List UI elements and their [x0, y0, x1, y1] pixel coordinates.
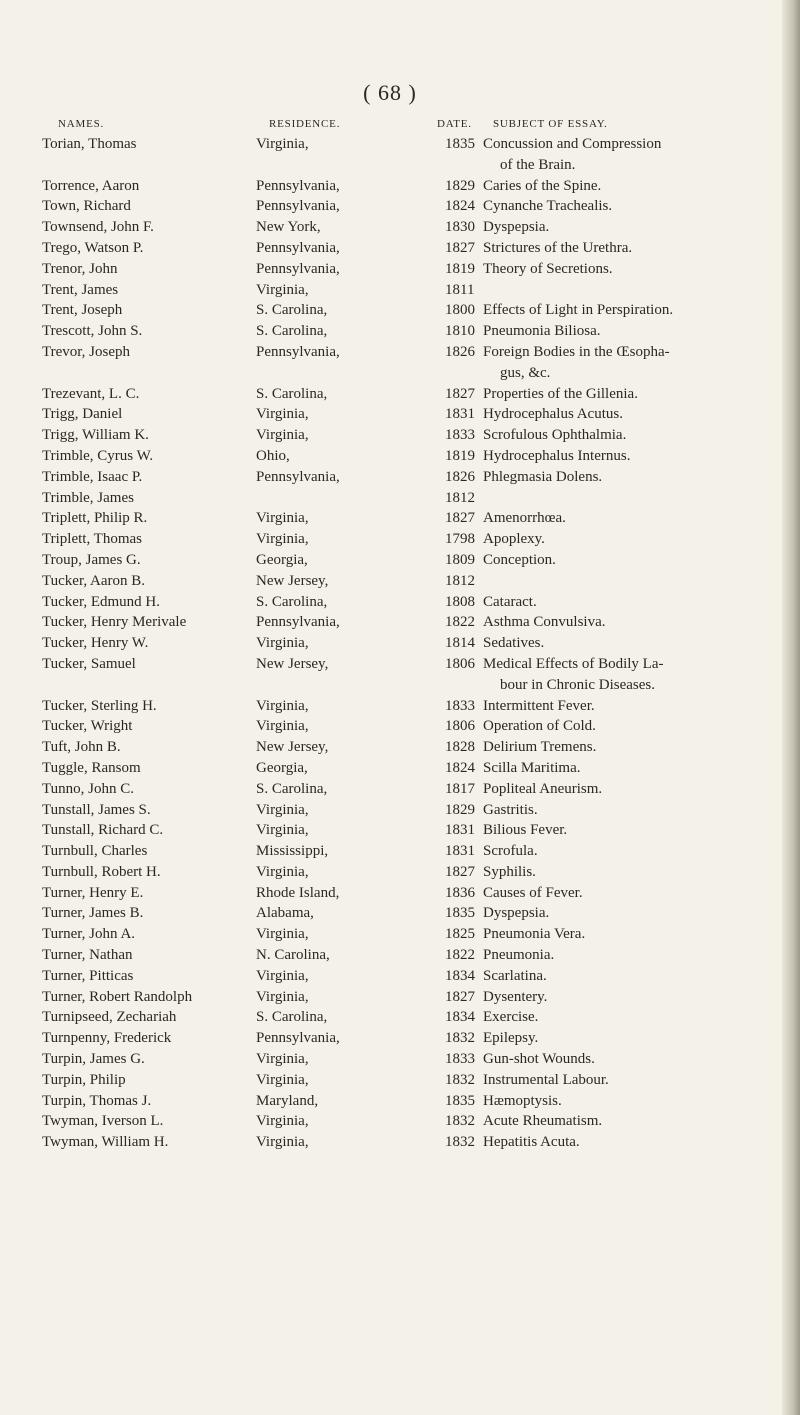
entry-name: Tunstall, James S.	[42, 801, 151, 818]
entry-subject-line: Apoplexy.	[483, 531, 545, 548]
entry-subject	[483, 196, 773, 217]
entry-name: Turnbull, Charles	[42, 843, 148, 860]
entry-name: Triplett, Thomas	[42, 531, 143, 548]
list-item	[0, 217, 780, 238]
entry-date: 1826	[445, 468, 475, 485]
list-item	[0, 529, 780, 550]
list-item	[0, 612, 780, 633]
entry-name: Turpin, Thomas J.	[42, 1092, 152, 1109]
entry-subject-line: Hydrocephalus Internus.	[483, 447, 631, 464]
header-date: DATE.	[437, 118, 472, 130]
entry-residence: Pennsylvania,	[256, 198, 340, 215]
entry-name: Troup, James G.	[42, 551, 141, 568]
entry-subject	[483, 1091, 773, 1112]
entry-subject-line: Scarlatina.	[483, 967, 547, 984]
entry-subject	[483, 467, 773, 488]
entry-residence: Virginia,	[256, 136, 309, 152]
entry-residence: Rhode Island,	[256, 884, 340, 901]
entry-subject-continuation: of the Brain.	[500, 156, 576, 173]
entry-subject-line: Hepatitis Acuta.	[483, 1134, 580, 1151]
entry-subject-line: Syphilis.	[483, 863, 536, 880]
page-number: ( 68 )	[363, 80, 417, 105]
entry-date: 1829	[445, 177, 475, 194]
entry-subject-line: Asthma Convulsiva.	[483, 614, 606, 631]
entry-date: 1808	[445, 593, 475, 610]
entry-subject-line: Bilious Fever.	[483, 822, 568, 839]
entry-subject	[483, 612, 773, 633]
list-item	[0, 924, 780, 945]
entry-subject	[483, 987, 773, 1008]
list-item	[0, 696, 780, 717]
entry-residence: Virginia,	[256, 801, 309, 818]
entry-name: Turner, James B.	[42, 905, 144, 922]
entry-subject	[483, 300, 773, 321]
entry-date: 1832	[445, 1071, 475, 1088]
list-item	[0, 571, 780, 592]
entry-subject	[483, 883, 773, 904]
entry-subject-line: Properties of the Gillenia.	[483, 385, 638, 402]
entry-date: 1833	[445, 697, 475, 714]
list-item	[0, 321, 780, 342]
entry-subject-line: Acute Rheumatism.	[483, 1113, 603, 1130]
entry-residence: Pennsylvania,	[256, 239, 340, 256]
entry-subject-line: Delirium Tremens.	[483, 739, 597, 756]
entry-subject-line: Concussion and Compression	[483, 136, 662, 152]
entry-residence: New Jersey,	[256, 739, 329, 756]
list-item	[0, 280, 780, 301]
list-item	[0, 945, 780, 966]
entry-date: 1835	[445, 905, 475, 922]
entry-name: Trimble, Cyrus W.	[42, 447, 154, 464]
entry-subject-line: Gastritis.	[483, 801, 538, 818]
entry-name: Tuft, John B.	[42, 739, 121, 756]
entry-subject	[483, 903, 773, 924]
entry-subject	[483, 945, 773, 966]
entry-name: Torrence, Aaron	[42, 177, 140, 194]
entry-residence: Ohio,	[256, 447, 290, 464]
entry-date: 1806	[445, 655, 475, 672]
entry-subject-line: Foreign Bodies in the Œsopha-	[483, 343, 670, 360]
entry-name: Trenor, John	[42, 260, 118, 277]
entry-subject-line: Effects of Light in Perspiration.	[483, 302, 674, 319]
entry-subject	[483, 446, 773, 467]
entry-subject-line: Conception.	[483, 551, 556, 568]
entry-residence: Virginia,	[256, 427, 309, 444]
entry-subject	[483, 696, 773, 717]
entry-name: Tucker, Henry Merivale	[42, 614, 187, 631]
entry-residence: Virginia,	[256, 1071, 309, 1088]
entry-residence: Pennsylvania,	[256, 1030, 340, 1047]
entry-name: Turnbull, Robert H.	[42, 863, 161, 880]
entry-subject-line: Scrofulous Ophthalmia.	[483, 427, 627, 444]
entry-subject	[483, 654, 773, 696]
list-item	[0, 404, 780, 425]
entry-residence: Pennsylvania,	[256, 614, 340, 631]
entry-name: Trescott, John S.	[42, 323, 143, 340]
entry-name: Trent, James	[42, 281, 119, 298]
entry-date: 1824	[445, 759, 475, 776]
entry-subject-line: Popliteal Aneurism.	[483, 780, 603, 797]
list-item	[0, 1007, 780, 1028]
entry-residence: Virginia,	[256, 635, 309, 652]
entry-subject-line: Scrofula.	[483, 843, 538, 860]
entry-name: Trego, Watson P.	[42, 239, 144, 256]
entry-name: Turner, Pitticas	[42, 967, 134, 984]
list-item	[0, 1070, 780, 1091]
entry-name: Twyman, William H.	[42, 1134, 169, 1151]
entry-date: 1833	[445, 427, 475, 444]
list-item	[0, 903, 780, 924]
list-item	[0, 716, 780, 737]
entry-date: 1831	[445, 406, 475, 423]
entry-residence: Virginia,	[256, 406, 309, 423]
entry-residence: Pennsylvania,	[256, 468, 340, 485]
entry-date: 1812	[445, 572, 475, 589]
entry-residence: Pennsylvania,	[256, 343, 340, 360]
entry-name: Tunno, John C.	[42, 780, 134, 797]
entry-subject	[483, 758, 773, 779]
entry-name: Trigg, William K.	[42, 427, 149, 444]
entry-subject-line: Dyspepsia.	[483, 905, 550, 922]
entry-name: Trimble, James	[42, 489, 134, 506]
entry-subject-line: Medical Effects of Bodily La-	[483, 655, 664, 672]
entry-subject-line: Cataract.	[483, 593, 537, 610]
entry-subject	[483, 342, 773, 384]
list-item	[0, 176, 780, 197]
entry-subject-line: Sedatives.	[483, 635, 545, 652]
entry-residence: Virginia,	[256, 718, 309, 735]
entry-subject-line: Intermittent Fever.	[483, 697, 595, 714]
header-residence: RESIDENCE.	[269, 118, 341, 130]
entry-residence: S. Carolina,	[256, 323, 328, 340]
entry-date: 1809	[445, 551, 475, 568]
list-item	[0, 238, 780, 259]
entry-subject-line: Amenorrhœa.	[483, 510, 566, 527]
entry-name: Turpin, Philip	[42, 1071, 126, 1088]
entry-residence: N. Carolina,	[256, 947, 330, 964]
entry-date: 1814	[445, 635, 475, 652]
entry-residence: S. Carolina,	[256, 1009, 328, 1026]
entry-date: 1827	[445, 385, 475, 402]
list-item	[0, 862, 780, 883]
entry-date: 1831	[445, 843, 475, 860]
list-item	[0, 1091, 780, 1112]
entry-residence: New York,	[256, 219, 321, 236]
entry-date: 1835	[445, 1092, 475, 1109]
entry-residence: Mississippi,	[256, 843, 329, 860]
entry-date: 1828	[445, 739, 475, 756]
list-item	[0, 987, 780, 1008]
entry-name: Tucker, Sterling H.	[42, 697, 157, 714]
entry-date: 1827	[445, 510, 475, 527]
list-item	[0, 758, 780, 779]
entry-name: Trent, Joseph	[42, 302, 123, 319]
page-edge	[782, 0, 800, 1415]
entry-subject	[483, 924, 773, 945]
entry-residence: Virginia,	[256, 863, 309, 880]
list-item	[0, 384, 780, 405]
entry-residence: Virginia,	[256, 1051, 309, 1068]
entry-date: 1834	[445, 1009, 475, 1026]
entry-date: 1829	[445, 801, 475, 818]
entry-date: 1832	[445, 1113, 475, 1130]
list-item	[0, 841, 780, 862]
entry-subject-line: Hæmoptysis.	[483, 1092, 562, 1109]
entries-list	[0, 134, 780, 1153]
entry-subject	[483, 217, 773, 238]
entry-name: Turner, John A.	[42, 926, 136, 943]
entry-subject	[483, 966, 773, 987]
entry-subject	[483, 800, 773, 821]
entry-date: 1835	[445, 136, 475, 152]
entry-name: Turner, Nathan	[42, 947, 133, 964]
list-item	[0, 633, 780, 654]
entry-residence: S. Carolina,	[256, 385, 328, 402]
entry-residence: New Jersey,	[256, 655, 329, 672]
entry-name: Turnipseed, Zechariah	[42, 1009, 177, 1026]
entry-subject	[483, 321, 773, 342]
entry-subject	[483, 550, 773, 571]
list-item	[0, 488, 780, 509]
entry-subject	[483, 633, 773, 654]
entry-subject	[483, 1111, 773, 1132]
entry-date: 1806	[445, 718, 475, 735]
entry-residence: S. Carolina,	[256, 780, 328, 797]
entry-subject-line: Caries of the Spine.	[483, 177, 602, 194]
entry-name: Tucker, Edmund H.	[42, 593, 161, 610]
entry-subject-line: Strictures of the Urethra.	[483, 239, 633, 256]
entry-date: 1831	[445, 822, 475, 839]
entry-subject-line: Theory of Secretions.	[483, 260, 613, 277]
entry-subject	[483, 404, 773, 425]
entry-date: 1822	[445, 947, 475, 964]
entry-subject	[483, 1028, 773, 1049]
entry-subject-continuation: bour in Chronic Diseases.	[500, 676, 655, 693]
entry-residence: Virginia,	[256, 988, 309, 1005]
entry-subject-line: Cynanche Trachealis.	[483, 198, 613, 215]
entry-name: Tunstall, Richard C.	[42, 822, 164, 839]
entry-date: 1819	[445, 260, 475, 277]
entry-residence: Virginia,	[256, 531, 309, 548]
entry-subject-line: Epilepsy.	[483, 1030, 539, 1047]
entry-subject-line: Dyspepsia.	[483, 219, 550, 236]
entry-subject-line: Pneumonia Vera.	[483, 926, 586, 943]
entry-date: 1836	[445, 884, 475, 901]
entry-subject-line: Scilla Maritima.	[483, 759, 581, 776]
entry-date: 1812	[445, 489, 475, 506]
entry-residence: New Jersey,	[256, 572, 329, 589]
entry-subject	[483, 716, 773, 737]
entry-subject	[483, 862, 773, 883]
entry-name: Trevor, Joseph	[42, 343, 131, 360]
entry-residence: Virginia,	[256, 1134, 309, 1151]
entry-name: Townsend, John F.	[42, 219, 154, 236]
entry-name: Turner, Robert Randolph	[42, 988, 193, 1005]
entry-date: 1827	[445, 863, 475, 880]
entry-date: 1824	[445, 198, 475, 215]
entry-subject-line: Instrumental Labour.	[483, 1071, 609, 1088]
list-item	[0, 654, 780, 696]
entry-residence: Virginia,	[256, 281, 309, 298]
entry-subject	[483, 779, 773, 800]
entry-residence: Maryland,	[256, 1092, 319, 1109]
entry-name: Trigg, Daniel	[42, 406, 123, 423]
entry-subject-line: Exercise.	[483, 1009, 539, 1026]
header-names: NAMES.	[58, 118, 105, 130]
entry-residence: Virginia,	[256, 822, 309, 839]
list-item	[0, 1049, 780, 1070]
entry-subject	[483, 820, 773, 841]
entry-subject	[483, 1007, 773, 1028]
entry-date: 1833	[445, 1051, 475, 1068]
entry-name: Twyman, Iverson L.	[42, 1113, 164, 1130]
entry-subject-line: Causes of Fever.	[483, 884, 583, 901]
entry-residence: Virginia,	[256, 1113, 309, 1130]
list-item	[0, 446, 780, 467]
entry-date: 1817	[445, 780, 475, 797]
entry-subject	[483, 508, 773, 529]
list-item	[0, 1132, 780, 1153]
entry-subject-line: Gun-shot Wounds.	[483, 1051, 595, 1068]
entry-subject	[483, 592, 773, 613]
list-item	[0, 196, 780, 217]
entry-name: Tucker, Aaron B.	[42, 572, 146, 589]
list-item	[0, 1028, 780, 1049]
entry-date: 1798	[445, 531, 475, 548]
list-item	[0, 883, 780, 904]
list-item	[0, 966, 780, 987]
entry-date: 1830	[445, 219, 475, 236]
list-item	[0, 508, 780, 529]
entry-name: Turnpenny, Frederick	[42, 1030, 172, 1047]
entry-date: 1800	[445, 302, 475, 319]
entry-residence: Virginia,	[256, 510, 309, 527]
entry-date: 1832	[445, 1134, 475, 1151]
entry-subject-line: Pneumonia.	[483, 947, 555, 964]
entry-residence: Virginia,	[256, 926, 309, 943]
entry-residence: Georgia,	[256, 759, 308, 776]
entry-subject-line: Hydrocephalus Acutus.	[483, 406, 623, 423]
entry-name: Trezevant, L. C.	[42, 385, 140, 402]
entry-name: Turner, Henry E.	[42, 884, 144, 901]
entry-date: 1822	[445, 614, 475, 631]
entry-subject	[483, 1132, 773, 1153]
entry-name: Torian, Thomas	[42, 136, 137, 152]
entry-subject-line: Phlegmasia Dolens.	[483, 468, 603, 485]
list-item	[0, 737, 780, 758]
list-item	[0, 425, 780, 446]
header-subject: SUBJECT OF ESSAY.	[493, 118, 608, 130]
entry-date: 1811	[445, 281, 475, 298]
list-item	[0, 300, 780, 321]
entry-subject	[483, 259, 773, 280]
entry-residence: Alabama,	[256, 905, 314, 922]
entry-subject	[483, 425, 773, 446]
entry-residence: Pennsylvania,	[256, 177, 340, 194]
entry-subject	[483, 238, 773, 259]
entry-date: 1825	[445, 926, 475, 943]
entry-residence: S. Carolina,	[256, 302, 328, 319]
list-item	[0, 592, 780, 613]
list-item	[0, 820, 780, 841]
entry-date: 1832	[445, 1030, 475, 1047]
entry-residence: Virginia,	[256, 967, 309, 984]
entry-subject-continuation: gus, &c.	[500, 364, 551, 381]
entry-residence: Georgia,	[256, 551, 308, 568]
entry-date: 1827	[445, 988, 475, 1005]
entry-name: Trimble, Isaac P.	[42, 468, 143, 485]
entry-name: Tucker, Wright	[42, 718, 133, 735]
entry-subject	[483, 529, 773, 550]
entry-name: Town, Richard	[42, 198, 131, 215]
entry-residence: S. Carolina,	[256, 593, 328, 610]
entry-name: Tucker, Henry W.	[42, 635, 149, 652]
entry-date: 1834	[445, 967, 475, 984]
list-item	[0, 342, 780, 384]
entry-subject-line: Operation of Cold.	[483, 718, 596, 735]
entry-subject	[483, 384, 773, 405]
list-item	[0, 550, 780, 571]
entry-name: Triplett, Philip R.	[42, 510, 148, 527]
entry-subject	[483, 841, 773, 862]
entry-date: 1819	[445, 447, 475, 464]
entry-name: Tuggle, Ransom	[42, 759, 141, 776]
entry-subject	[483, 176, 773, 197]
entry-subject	[483, 1049, 773, 1070]
entry-name: Turpin, James G.	[42, 1051, 145, 1068]
entry-residence: Virginia,	[256, 697, 309, 714]
list-item	[0, 779, 780, 800]
entry-name: Tucker, Samuel	[42, 655, 136, 672]
entry-subject	[483, 1070, 773, 1091]
entry-subject	[483, 134, 773, 176]
list-item	[0, 1111, 780, 1132]
list-item	[0, 259, 780, 280]
entry-date: 1827	[445, 239, 475, 256]
entry-subject-line: Dysentery.	[483, 988, 548, 1005]
entry-residence: Pennsylvania,	[256, 260, 340, 277]
list-item	[0, 800, 780, 821]
list-item	[0, 467, 780, 488]
column-headers	[0, 118, 780, 134]
list-item	[0, 134, 780, 176]
entry-subject	[483, 737, 773, 758]
entry-date: 1826	[445, 343, 475, 360]
entry-date: 1810	[445, 323, 475, 340]
entry-subject-line: Pneumonia Biliosa.	[483, 323, 601, 340]
